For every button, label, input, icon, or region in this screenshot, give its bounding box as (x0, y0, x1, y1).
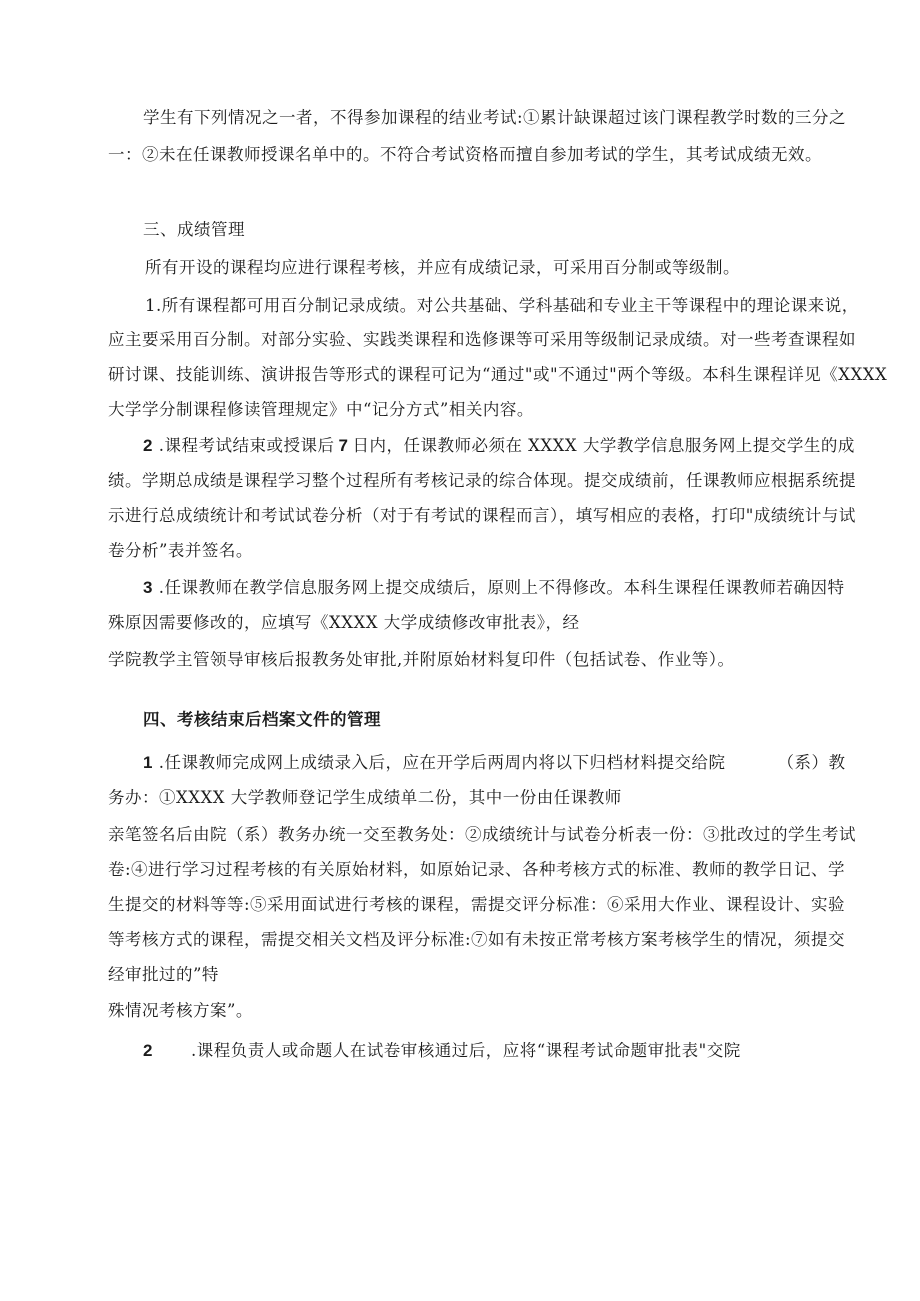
item-4-2-line-1 (143, 1039, 741, 1063)
item-3-2-days: 7 (338, 436, 349, 455)
item-3-3-text: .任课教师在教学信息服务网上提交成绩后，原则上不得修改。本科生课程任课教师若确因特 (152, 578, 845, 597)
section-4-heading: 四、考核结束后档案文件的管理 (143, 710, 381, 729)
item-3-1-line-1: 1.所有课程都可用百分制记录成绩。对公共基础、学科基础和专业主干等课程中的理论课来说， (145, 296, 859, 315)
item-3-2-line-3: 示进行总成绩统计和考试试卷分析（对于有考试的课程而言），填写相应的表格，打印"成绩统计与试 (108, 506, 856, 525)
item-4-1-number: 1 (143, 753, 153, 772)
item-4-1-line-7: 经审批过的”特 (108, 965, 219, 984)
item-3-1-line-4: 大学学分制课程修读管理规定》中“记分方式”相关内容。 (108, 400, 534, 419)
item-3-3-line-1 (143, 576, 844, 600)
item-3-1-line-3: 研讨课、技能训练、演讲报告等形式的课程可记为“通过"或"不通过"两个等级。本科生课程详见《XXXX (108, 365, 888, 384)
paragraph-intro-line-1: 学生有下列情况之一者，不得参加课程的结业考试:①累计缺课超过该门课程教学时数的三分之 (143, 108, 847, 127)
item-4-1-line-6: 等考核方式的课程，需提交相关文档及评分标准:⑦如有未按正常考核方案考核学生的情况，须提交 (108, 930, 846, 949)
item-4-1-text-b: （系）教 (777, 753, 846, 772)
item-4-1-line-2: 务办：①XXXX 大学教师登记学生成绩单二份，其中一份由任课教师 (108, 788, 622, 807)
paragraph-intro-line-2: 一：②未在任课教师授课名单中的。不符合考试资格而擅自参加考试的学生，其考试成绩无效。 (108, 145, 822, 164)
item-3-3-number: 3 (143, 578, 153, 597)
item-4-1-text-a: .任课教师完成网上成绩录入后，应在开学后两周内将以下归档材料提交给院 (152, 753, 726, 772)
item-3-1-line-2: 应主要采用百分制。对部分实验、实践类课程和选修课等可采用等级制记录成绩。对一些考查课程如 (108, 330, 856, 349)
section-3-intro: 所有开设的课程均应进行课程考核，并应有成绩记录，可采用百分制或等级制。 (145, 258, 740, 277)
item-4-2-text: .课程负责人或命题人在试卷审核通过后，应将“课程考试命题审批表"交院 (190, 1041, 741, 1060)
item-4-1-line-4: 卷:④进行学习过程考核的有关原始材料，如原始记录、各种考核方式的标准、教师的教学日记、学 (108, 860, 846, 879)
item-3-2-text-b: 日内，任课教师必须在 XXXX 大学教学信息服务网上提交学生的成 (352, 436, 855, 455)
item-4-1-line-5: 生提交的材料等等:⑤采用面试进行考核的课程，需提交评分标准：⑥采用大作业、课程设计、实验 (108, 895, 846, 914)
item-4-1-line-3: 亲笔签名后由院（系）教务办统一交至教务处：②成绩统计与试卷分析表一份：③批改过的学生考试 (108, 825, 856, 844)
item-3-2-text-a: .课程考试结束或授课后 (152, 436, 335, 455)
item-4-1-line-1 (143, 751, 845, 775)
item-3-3-line-3: 学院教学主管领导审核后报教务处审批,并附原始材料复印件（包括试卷、作业等）。 (108, 650, 735, 669)
item-4-1-line-8: 殊情况考核方案”。 (108, 1001, 253, 1020)
item-3-2-line-4: 卷分析”表并签名。 (108, 541, 253, 560)
item-3-3-line-2: 殊原因需要修改的，应填写《XXXX 大学成绩修改审批表》，经 (108, 613, 580, 632)
item-3-2-line-2: 绩。学期总成绩是课程学习整个过程所有考核记录的综合体现。提交成绩前，任课教师应根据系统提 (108, 471, 856, 490)
section-3-heading: 三、成绩管理 (143, 220, 245, 239)
item-3-2-line-1 (143, 434, 855, 458)
item-4-2-number: 2 (143, 1041, 153, 1060)
item-3-2-number: 2 (143, 436, 153, 455)
